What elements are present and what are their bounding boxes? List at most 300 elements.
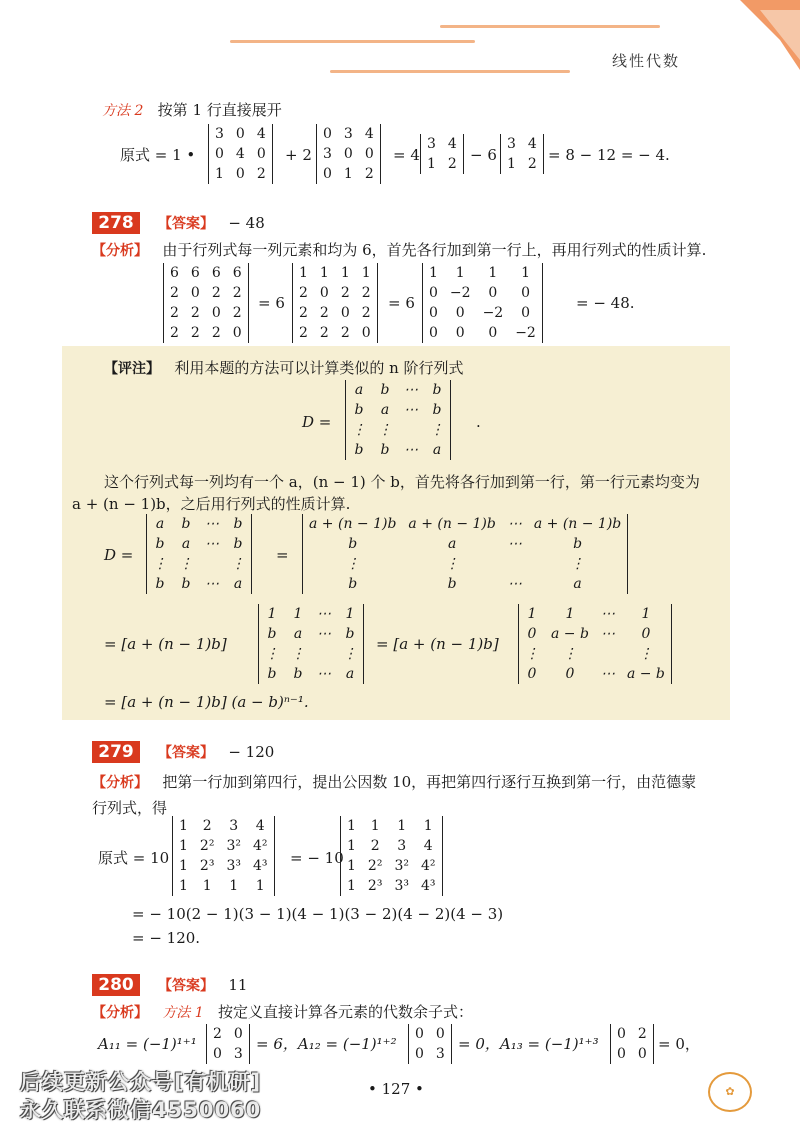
determinant-cell: 1 xyxy=(293,606,303,622)
determinant-cell: ⋯ xyxy=(404,402,418,418)
determinant-cell: 1 xyxy=(255,878,265,894)
determinant-cell: 0 xyxy=(488,325,498,341)
determinant-cell: 3³ xyxy=(226,858,241,874)
determinant-cell: 1 xyxy=(429,265,438,281)
determinant-cell: b xyxy=(380,442,390,458)
formula-text: = 4 xyxy=(393,146,420,164)
determinant-cell: b xyxy=(432,402,442,418)
determinant-row xyxy=(303,574,627,594)
determinant-cell: 4 xyxy=(255,818,265,834)
determinant-row xyxy=(501,154,543,174)
determinant-cell: a + (n − 1)b xyxy=(533,516,622,532)
determinant-cell: 2 xyxy=(211,285,221,301)
determinant-cell: 0 xyxy=(429,285,438,301)
determinant-cell: 2 xyxy=(190,305,200,321)
formula-text: = − 48. xyxy=(576,294,635,312)
determinant-cell: 2 xyxy=(190,325,200,341)
formula-text: = 6 xyxy=(388,294,415,312)
determinant-cell: a xyxy=(345,666,355,682)
determinant-cell: 4 xyxy=(527,136,537,152)
determinant-row xyxy=(209,124,272,144)
determinant-cell: 0 xyxy=(429,325,438,341)
determinant-cell: 4³ xyxy=(420,878,436,894)
determinant xyxy=(500,134,544,174)
determinant-row xyxy=(421,134,463,154)
determinant-row xyxy=(303,534,627,554)
determinant-row xyxy=(207,1024,249,1044)
determinant xyxy=(610,1024,654,1064)
determinant-cell: b xyxy=(345,626,355,642)
determinant-cell: 0 xyxy=(232,325,242,341)
determinant-cell: b xyxy=(348,576,358,592)
determinant-cell: 2 xyxy=(364,166,374,182)
determinant-cell: 3³ xyxy=(394,878,409,894)
determinant-cell: 1 xyxy=(423,818,433,834)
determinant-row xyxy=(164,263,248,283)
determinant-cell: 1 xyxy=(179,858,188,874)
determinant-cell: b xyxy=(354,442,364,458)
determinant-cell: ⋮ xyxy=(231,556,245,572)
determinant-cell: 0 xyxy=(527,626,537,642)
determinant-cell: ⋯ xyxy=(507,536,522,552)
header-decoration xyxy=(230,40,475,43)
publisher-logo-icon: ✿ xyxy=(708,1072,752,1112)
determinant-cell: b xyxy=(380,382,390,398)
determinant-cell: b xyxy=(573,536,583,552)
determinant-cell: 1 xyxy=(507,156,516,172)
determinant-cell: 1 xyxy=(179,838,188,854)
determinant-cell: a xyxy=(380,402,390,418)
determinant-cell: ⋯ xyxy=(507,576,522,592)
determinant-cell: b xyxy=(354,402,364,418)
determinant xyxy=(292,263,378,343)
determinant-row xyxy=(259,624,363,644)
determinant-cell: 0 xyxy=(565,666,575,682)
determinant-cell: a + (n − 1)b xyxy=(309,516,397,532)
determinant-row xyxy=(173,836,274,856)
determinant-cell: 2 xyxy=(447,156,457,172)
determinant-row xyxy=(293,303,377,323)
determinant-row xyxy=(147,534,251,554)
answer-label: 【答案】 xyxy=(158,216,214,232)
determinant-cell: 1 xyxy=(455,265,465,281)
determinant xyxy=(163,263,249,343)
determinant-row xyxy=(164,323,248,343)
determinant-cell: 0 xyxy=(364,146,374,162)
determinant-row xyxy=(519,644,671,664)
determinant-cell: 1 xyxy=(361,265,371,281)
determinant-cell xyxy=(199,554,225,574)
determinant-cell: 6 xyxy=(232,265,242,281)
determinant-row xyxy=(346,440,450,460)
determinant-row xyxy=(293,283,377,303)
determinant-cell: 0 xyxy=(455,325,465,341)
determinant-cell: 2 xyxy=(232,285,242,301)
determinant-row xyxy=(519,624,671,644)
determinant-cell: b xyxy=(293,666,303,682)
answer-value: − 48 xyxy=(228,214,265,232)
determinant-cell: 0 xyxy=(415,1046,424,1062)
determinant-cell: 3 xyxy=(215,126,224,142)
determinant-cell: ⋯ xyxy=(205,576,219,592)
determinant-row xyxy=(293,263,377,283)
determinant-cell: ⋯ xyxy=(507,516,522,532)
page-header-title: 线性代数 xyxy=(612,52,681,70)
determinant-cell: 2³ xyxy=(367,878,383,894)
determinant-cell: 1 xyxy=(215,166,224,182)
formula-text: = 6 xyxy=(258,294,285,312)
question-number: 279 xyxy=(92,741,140,763)
determinant-cell: 0 xyxy=(641,626,651,642)
question-number: 280 xyxy=(92,974,140,996)
determinant-cell: 0 xyxy=(637,1046,647,1062)
determinant-row xyxy=(611,1044,653,1064)
determinant-cell: b xyxy=(155,576,165,592)
determinant xyxy=(345,380,451,460)
answer-line xyxy=(158,742,274,763)
determinant xyxy=(316,124,381,184)
determinant-row xyxy=(317,164,380,184)
determinant-cell: 0 xyxy=(361,325,371,341)
determinant-row xyxy=(164,283,248,303)
determinant-row xyxy=(409,1044,451,1064)
formula-text: 原式 = 1 • xyxy=(120,146,196,164)
method-text: 按第 1 行直接展开 xyxy=(157,101,282,119)
determinant-cell: 1 xyxy=(565,606,575,622)
determinant-cell: 4² xyxy=(420,858,436,874)
determinant-cell: ⋯ xyxy=(600,626,615,642)
determinant-row xyxy=(173,816,274,836)
determinant-cell: 2 xyxy=(211,325,221,341)
formula-text: = 0，A₁₃ = (−1)¹⁺³ xyxy=(458,1035,599,1053)
determinant-cell: b xyxy=(233,536,243,552)
answer-value: 11 xyxy=(228,976,248,994)
determinant-cell xyxy=(398,420,424,440)
determinant-row xyxy=(293,323,377,343)
comment-label: 【评注】 xyxy=(104,361,160,377)
determinant-cell: 2 xyxy=(170,325,179,341)
determinant-cell: b xyxy=(181,516,191,532)
page-number: • 127 • xyxy=(368,1080,424,1098)
determinant-cell: 3² xyxy=(394,858,409,874)
question-number: 278 xyxy=(92,212,140,234)
determinant-cell: 1 xyxy=(229,878,239,894)
determinant-row xyxy=(423,263,542,283)
determinant-cell: 4² xyxy=(252,838,268,854)
determinant-cell: 0 xyxy=(233,1026,243,1042)
determinant-row xyxy=(173,856,274,876)
formula-text: − 6 xyxy=(470,146,497,164)
analysis-label: 【分析】 xyxy=(92,775,148,791)
formula-text: . xyxy=(476,413,481,431)
determinant-cell: ⋯ xyxy=(600,606,615,622)
determinant-cell: 1 xyxy=(345,606,355,622)
determinant-cell: 0 xyxy=(319,285,329,301)
determinant-cell: 3² xyxy=(226,838,241,854)
determinant-cell: 2 xyxy=(370,838,380,854)
analysis-line xyxy=(92,240,706,261)
determinant-cell: 3 xyxy=(323,146,332,162)
determinant-cell: ⋯ xyxy=(205,536,219,552)
determinant-cell: 0 xyxy=(235,126,245,142)
determinant-row xyxy=(423,303,542,323)
determinant-cell: 1 xyxy=(319,265,329,281)
determinant-cell: 0 xyxy=(211,305,221,321)
determinant-cell: 3 xyxy=(343,126,353,142)
determinant-cell: 1 xyxy=(347,838,356,854)
watermark-text: 后续更新公众号[有机研] xyxy=(20,1070,262,1094)
determinant-cell: 1 xyxy=(267,606,277,622)
determinant-cell: 0 xyxy=(340,305,350,321)
determinant-cell: ⋯ xyxy=(317,666,331,682)
determinant-cell: 2³ xyxy=(199,858,215,874)
determinant xyxy=(302,514,628,594)
determinant-cell: 1 xyxy=(521,265,530,281)
determinant-cell: −2 xyxy=(482,305,504,321)
determinant-row xyxy=(259,604,363,624)
determinant-cell: 0 xyxy=(343,146,353,162)
determinant-cell: b xyxy=(267,666,277,682)
analysis-text: 按定义直接计算各元素的代数余子式： xyxy=(217,1003,473,1021)
determinant-row xyxy=(341,856,442,876)
determinant-row xyxy=(147,554,251,574)
determinant-cell: 6 xyxy=(190,265,200,281)
determinant xyxy=(420,134,464,174)
determinant-cell: 3 xyxy=(435,1046,445,1062)
determinant-cell: ⋮ xyxy=(265,646,279,662)
watermark-text: 永久联系微信4550060 xyxy=(20,1098,262,1122)
determinant-cell: b xyxy=(267,626,277,642)
determinant-cell: 0 xyxy=(235,166,245,182)
determinant xyxy=(172,816,275,896)
determinant-cell: a − b xyxy=(626,666,665,682)
determinant-row xyxy=(317,144,380,164)
determinant-cell: 6 xyxy=(211,265,221,281)
determinant-cell: 1 xyxy=(299,265,308,281)
analysis-text: 把第一行加到第四行，提出公因数 10，再把第四行逐行互换到第一行，由范德蒙 xyxy=(162,773,697,791)
comment-text: 这个行列式每一列均有一个 a，(n − 1) 个 b，首先将各行加到第一行，第一行元素均变为 xyxy=(104,473,700,491)
determinant-cell: −2 xyxy=(515,325,536,341)
determinant-cell: 2 xyxy=(299,285,308,301)
determinant-row xyxy=(164,303,248,323)
determinant-cell: 2 xyxy=(202,818,212,834)
determinant-cell: ⋮ xyxy=(291,646,305,662)
determinant-cell: a xyxy=(573,576,582,592)
comment-text: a + (n − 1)b，之后用行列式的性质计算. xyxy=(72,495,351,513)
determinant-cell: 1 xyxy=(347,858,356,874)
determinant-cell: b xyxy=(155,536,165,552)
header-decoration xyxy=(440,25,660,28)
determinant-cell: 2 xyxy=(256,166,266,182)
determinant-row xyxy=(209,144,272,164)
determinant-cell: 1 xyxy=(641,606,651,622)
determinant-cell: a − b xyxy=(551,626,589,642)
determinant-cell: 0 xyxy=(521,305,530,321)
determinant-row xyxy=(259,664,363,684)
determinant-cell: 3 xyxy=(233,1046,243,1062)
determinant-row xyxy=(259,644,363,664)
determinant-cell: a xyxy=(447,536,457,552)
determinant xyxy=(422,263,543,343)
determinant xyxy=(208,124,273,184)
formula-text: 原式 = 10 xyxy=(98,849,170,867)
comment-intro xyxy=(104,358,464,379)
determinant-cell: a xyxy=(233,576,243,592)
determinant-row xyxy=(207,1044,249,1064)
header-decoration xyxy=(330,70,570,73)
determinant-cell: 2 xyxy=(637,1026,647,1042)
answer-label: 【答案】 xyxy=(158,745,214,761)
determinant-row xyxy=(421,154,463,174)
determinant-cell: a xyxy=(432,442,442,458)
determinant-cell: ⋮ xyxy=(430,422,444,438)
formula-text: = [a + (n − 1)b] xyxy=(376,635,499,653)
determinant-cell: ⋯ xyxy=(317,626,331,642)
determinant-cell: 0 xyxy=(213,1046,222,1062)
determinant-cell: 4³ xyxy=(252,858,268,874)
determinant-cell: a + (n − 1)b xyxy=(408,516,496,532)
determinant-cell: 1 xyxy=(179,818,188,834)
determinant-cell: 1 xyxy=(343,166,353,182)
determinant-row xyxy=(519,604,671,624)
formula-text: A₁₁ = (−1)¹⁺¹ xyxy=(98,1035,197,1053)
determinant-cell: 4 xyxy=(447,136,457,152)
determinant-cell: ⋯ xyxy=(205,516,219,532)
determinant-row xyxy=(341,836,442,856)
determinant-cell: 1 xyxy=(488,265,498,281)
determinant-row xyxy=(346,380,450,400)
determinant-cell: 0 xyxy=(256,146,266,162)
determinant-cell: ⋮ xyxy=(638,646,653,662)
determinant xyxy=(340,816,443,896)
formula-text: = 0， xyxy=(658,1035,700,1053)
answer-line xyxy=(158,975,247,996)
determinant-cell: b xyxy=(181,576,191,592)
determinant-row xyxy=(423,323,542,343)
determinant-cell: 0 xyxy=(527,666,537,682)
determinant-cell: 2 xyxy=(340,285,350,301)
determinant-cell: 0 xyxy=(415,1026,424,1042)
determinant-cell: 3 xyxy=(397,838,407,854)
determinant-cell: a xyxy=(354,382,364,398)
determinant-cell: 1 xyxy=(340,265,350,281)
determinant-cell: 1 xyxy=(370,818,380,834)
analysis-text: 由于行列式每一列元素和均为 6，首先各行加到第一行上，再用行列式的性质计算. xyxy=(162,241,707,259)
determinant-cell: ⋯ xyxy=(404,442,418,458)
determinant-cell: ⋮ xyxy=(179,556,193,572)
determinant-row xyxy=(209,164,272,184)
determinant-cell: 6 xyxy=(170,265,179,281)
corner-ribbon-icon xyxy=(720,0,800,80)
determinant-cell: ⋮ xyxy=(343,646,357,662)
formula-text: D = xyxy=(104,546,134,564)
determinant-row xyxy=(501,134,543,154)
determinant-cell: 0 xyxy=(215,146,224,162)
determinant-cell: 2 xyxy=(527,156,537,172)
analysis-label: 【分析】 xyxy=(92,1005,148,1021)
determinant-cell: 4 xyxy=(423,838,433,854)
determinant-cell: b xyxy=(432,382,442,398)
formula-text: = [a + (n − 1)b] (a − b)ⁿ⁻¹. xyxy=(104,693,309,711)
determinant-cell: 0 xyxy=(323,126,332,142)
formula-text: = − 10(2 − 1)(3 − 1)(4 − 1)(3 − 2)(4 − 2)(4 − 3) xyxy=(132,905,504,923)
determinant-cell: ⋮ xyxy=(345,556,360,572)
determinant-cell: 3 xyxy=(229,818,239,834)
determinant-cell: 0 xyxy=(617,1026,626,1042)
answer-value: − 120 xyxy=(228,743,275,761)
determinant-cell: 0 xyxy=(455,305,465,321)
determinant-cell: ⋮ xyxy=(445,556,460,572)
method-label: 方法 2 xyxy=(102,103,144,119)
determinant-cell: b xyxy=(233,516,243,532)
method2-header xyxy=(102,100,282,121)
determinant-cell: ⋮ xyxy=(153,556,167,572)
determinant xyxy=(146,514,252,594)
determinant-cell: 2 xyxy=(340,325,350,341)
determinant-row xyxy=(346,420,450,440)
determinant-row xyxy=(173,876,274,896)
determinant-cell xyxy=(311,644,337,664)
determinant-cell: 2² xyxy=(199,838,215,854)
analysis-text: 行列式，得 xyxy=(92,799,168,817)
determinant-cell: ⋮ xyxy=(562,646,577,662)
formula-text: D = xyxy=(302,413,332,431)
determinant-cell: 2 xyxy=(213,1026,222,1042)
determinant-cell: a xyxy=(181,536,191,552)
determinant-cell: 2 xyxy=(170,305,179,321)
determinant-cell: 4 xyxy=(235,146,245,162)
determinant-cell: 1 xyxy=(202,878,212,894)
determinant-row xyxy=(346,400,450,420)
determinant-cell: ⋮ xyxy=(352,422,366,438)
determinant-cell: ⋮ xyxy=(378,422,392,438)
determinant-cell: a xyxy=(293,626,303,642)
determinant-row xyxy=(611,1024,653,1044)
formula-text: = xyxy=(276,546,289,564)
determinant-cell: 1 xyxy=(347,878,356,894)
determinant-cell: b xyxy=(447,576,457,592)
determinant-row xyxy=(317,124,380,144)
determinant-cell: ⋯ xyxy=(600,666,615,682)
determinant-cell: −2 xyxy=(449,285,471,301)
determinant-cell: 2 xyxy=(361,305,371,321)
determinant xyxy=(518,604,672,684)
formula-text: = − 10 xyxy=(290,849,344,867)
formula-text: = [a + (n − 1)b] xyxy=(104,635,227,653)
analysis-line xyxy=(92,772,696,793)
determinant xyxy=(408,1024,452,1064)
determinant-row xyxy=(341,876,442,896)
determinant-cell: 0 xyxy=(521,285,530,301)
determinant-cell: 1 xyxy=(527,606,537,622)
answer-label: 【答案】 xyxy=(158,978,214,994)
analysis-label: 【分析】 xyxy=(92,243,148,259)
determinant-cell: 2 xyxy=(319,305,329,321)
determinant-cell: 0 xyxy=(617,1046,626,1062)
determinant-row xyxy=(423,283,542,303)
determinant-cell: ⋯ xyxy=(404,382,418,398)
method-label: 方法 1 xyxy=(162,1005,204,1021)
determinant-row xyxy=(303,514,627,534)
determinant-cell: 0 xyxy=(323,166,332,182)
determinant-cell: 0 xyxy=(435,1026,445,1042)
formula-text: = 6，A₁₂ = (−1)¹⁺² xyxy=(256,1035,397,1053)
determinant-cell: 4 xyxy=(364,126,374,142)
determinant-cell: 2 xyxy=(299,305,308,321)
determinant-row xyxy=(519,664,671,684)
determinant-row xyxy=(303,554,627,574)
determinant-cell: ⋮ xyxy=(525,646,539,662)
